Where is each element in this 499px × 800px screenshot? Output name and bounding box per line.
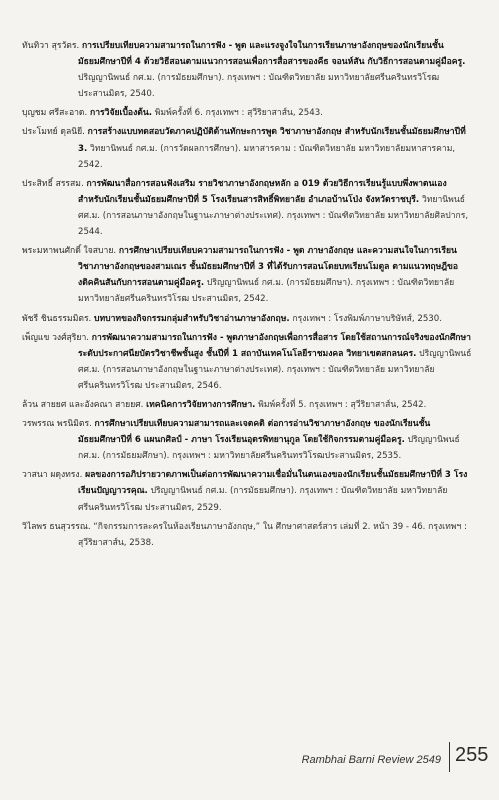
reference-entry	[22, 124, 472, 172]
page-number: 255	[455, 744, 489, 766]
page-footer	[0, 742, 499, 782]
reference-author: วิไลพร ธนสุวรรณ.	[22, 521, 91, 532]
reference-title: การศึกษาเปรียบเทียบความสามารถในการฟัง - พูด ภาษาอังกฤษ และความสนใจในการเรียนวิชาภาษาอังกฤษของสามเณร ชั้นมัธยมศึกษาปีที่ 3 ที่ได้รับการสอนโดยบทเรียนโมดูล ตามแนวทฤษฎีของดิคคินสันกับการสอนตามคู่มือครู.	[78, 246, 459, 289]
reference-entry	[22, 330, 472, 394]
reference-publication: พิมพ์ครั้งที่ 5. กรุงเทพฯ : สุวีริยาสาส์น, 2542.	[258, 399, 427, 410]
reference-title: การเปรียบเทียบความสามารถในการฟัง - พูด และแรงจูงใจในการเรียนภาษาอังกฤษของนักเรียนชั้นมัธยมศึกษาปีที่ 4 ด้วยวิธีสอนตามแนวการสอนเพื่อการสื่อสารของคีธ จอนห์สัน กับวิธีการสอนตามคู่มือครู.	[78, 41, 466, 68]
reference-title: เทคนิคการวิจัยทางการศึกษา.	[146, 399, 256, 410]
reference-publication: ปริญญานิพนธ์ ศศ.ม. (การสอนภาษาอังกฤษในฐานะภาษาต่างประเทศ). กรุงเทพฯ : บัณฑิตวิทยาลัย มหาวิทยาลัยศรีนครินทรวิโรฒ ประสานมิตร, 2546.	[78, 348, 472, 391]
reference-author: ประโมทย์ ดุลนิยี.	[22, 127, 85, 138]
reference-title: ผลของการอภิปรายวาดภาพเป็นต่อการพัฒนาความเชื่อมั่นในตนเองของนักเรียนชั้นมัธยมศึกษาปีที่ 3 โรงเรียนปัญญาวรคุณ.	[78, 470, 468, 497]
reference-author: ทันทิวา สุรวัตร.	[22, 41, 80, 51]
reference-entry	[22, 519, 472, 551]
journal-name: Rambhai Barni Review 2549	[301, 754, 441, 766]
reference-entry	[22, 311, 472, 327]
reference-author: ประสิทธิ์ สรรสม.	[22, 178, 84, 189]
reference-author: ล้วน สายยศ และอังคณา สายยศ.	[22, 399, 144, 410]
reference-publication: “กิจกรรมการละครในห้องเรียนภาษาอังกฤษ,” ใน ศึกษาศาสตร์สาร เล่มที่ 2. หน้า 39 - 46. กรุงเทพฯ : สุวีริยาสาส์น, 2538.	[78, 521, 467, 548]
reference-entry	[22, 243, 472, 307]
reference-publication: ปริญญานิพนธ์ กศ.ม. (การมัธยมศึกษา). กรุงเทพฯ : บัณฑิตวิทยาลัย มหาวิทยาลัยศรีนครินทรวิโรฒ ประสานมิตร, 2540.	[78, 73, 440, 100]
reference-title: การพัฒนาความสามารถในการฟัง - พูดภาษาอังกฤษเพื่อการสื่อสาร โดยใช้สถานการณ์จริงของนักศึกษา ระดับประกาศนียบัตรวิชาชีพชั้นสูง ชั้นปีที่ 1 สถาบันเทคโนโลยีราชมงคล วิทยาเขตสกลนคร.	[78, 332, 471, 359]
reference-entry	[22, 397, 472, 413]
reference-author: เพ็ญแข วงศ์สุริยา.	[22, 332, 90, 343]
footer-divider	[449, 742, 450, 772]
reference-author: พัชรี ชินธรรมมิตร.	[22, 313, 92, 324]
reference-entry	[22, 176, 472, 240]
reference-title: การวิจัยเบื้องต้น.	[89, 108, 152, 119]
reference-publication: พิมพ์ครั้งที่ 6. กรุงเทพฯ : สุวีริยาสาส์น, 2543.	[154, 108, 323, 119]
reference-list	[22, 38, 472, 554]
reference-title: การศึกษาเปรียบเทียบความสามารถและเจตคติ ต่อการอ่านวิชาภาษาอังกฤษ ของนักเรียนชั้นมัธยมศึกษาปีที่ 6 แผนกศิลป์ - ภาษา โรงเรียนอุดรพิทยานุกูล โดยใช้กิจกรรมตามคู่มือครู.	[78, 419, 431, 446]
reference-title: บทบาทของกิจกรรมกลุ่มสำหรับวิชาอ่านภาษาอังกฤษ.	[94, 313, 290, 324]
reference-publication: กรุงเทพฯ : โรงพิมพ์ภาษาบริษัทส์, 2530.	[292, 313, 442, 324]
reference-entry	[22, 467, 472, 515]
reference-entry	[22, 416, 472, 464]
reference-title: การสร้างแบบทดสอบวัดภาคปฏิบัติด้านทักษะการพูด วิชาภาษาอังกฤษ สำหรับนักเรียนชั้นมัธยมศึกษาปีที่ 3.	[78, 127, 466, 154]
reference-publication: วิทยานิพนธ์ กศ.ม. (การวัดผลการศึกษา). มหาสารคาม : บัณฑิตวิทยาลัย มหาวิทยาลัยมหาสารคาม, 2542.	[78, 143, 456, 170]
reference-publication: วิทยานิพนธ์ ศศ.ม. (การสอนภาษาอังกฤษในฐานะภาษาต่างประเทศ). กรุงเทพฯ : บัณฑิตวิทยาลัย มหาวิทยาลัยศิลปากร, 2544.	[78, 194, 469, 238]
reference-entry	[22, 38, 472, 102]
reference-publication: ปริญญานิพนธ์ กศ.ม. (การมัธยมศึกษา). กรุงเทพฯ : บัณฑิตวิทยาลัย มหาวิทยาลัยศรีนครินทรวิโรฒ ประสานมิตร, 2529.	[78, 486, 448, 513]
reference-publication: ปริญญานิพนธ์ กศ.ม. (การมัธยมศึกษา). กรุงเทพฯ : บัณฑิตวิทยาลัย มหาวิทยาลัยศรีนครินทรวิโรฒ ประสานมิตร, 2542.	[78, 278, 455, 305]
reference-entry	[22, 105, 472, 121]
reference-author: พระมหาพนศักดิ์ ใจสบาย.	[22, 246, 117, 257]
reference-author: บุญชม ศรีสะอาด.	[22, 108, 88, 119]
reference-author: วาสนา ผดุงทรง.	[22, 470, 83, 481]
reference-title: การพัฒนาสื่อการสอนฟังเสริม รายวิชาภาษาอังกฤษหลัก อ 019 ด้วยวิธีการเรียนรู้แบบพึ่งพาตนเอง สำหรับนักเรียนชั้นมัธยมศึกษาปีที่ 5 โรงเรียนสารสิทธิ์พิทยาลัย อำเภอบ้านโป่ง จังหวัดราชบุรี.	[78, 178, 447, 205]
reference-author: วรพรรณ พรนิมิตร.	[22, 419, 92, 430]
reference-publication: ปริญญานิพนธ์ กศ.ม. (การมัธยมศึกษา). กรุงเทพฯ : มหาวิทยาลัยศรีนครินทรวิโรฒประสานมิตร, 2535.	[78, 435, 460, 462]
